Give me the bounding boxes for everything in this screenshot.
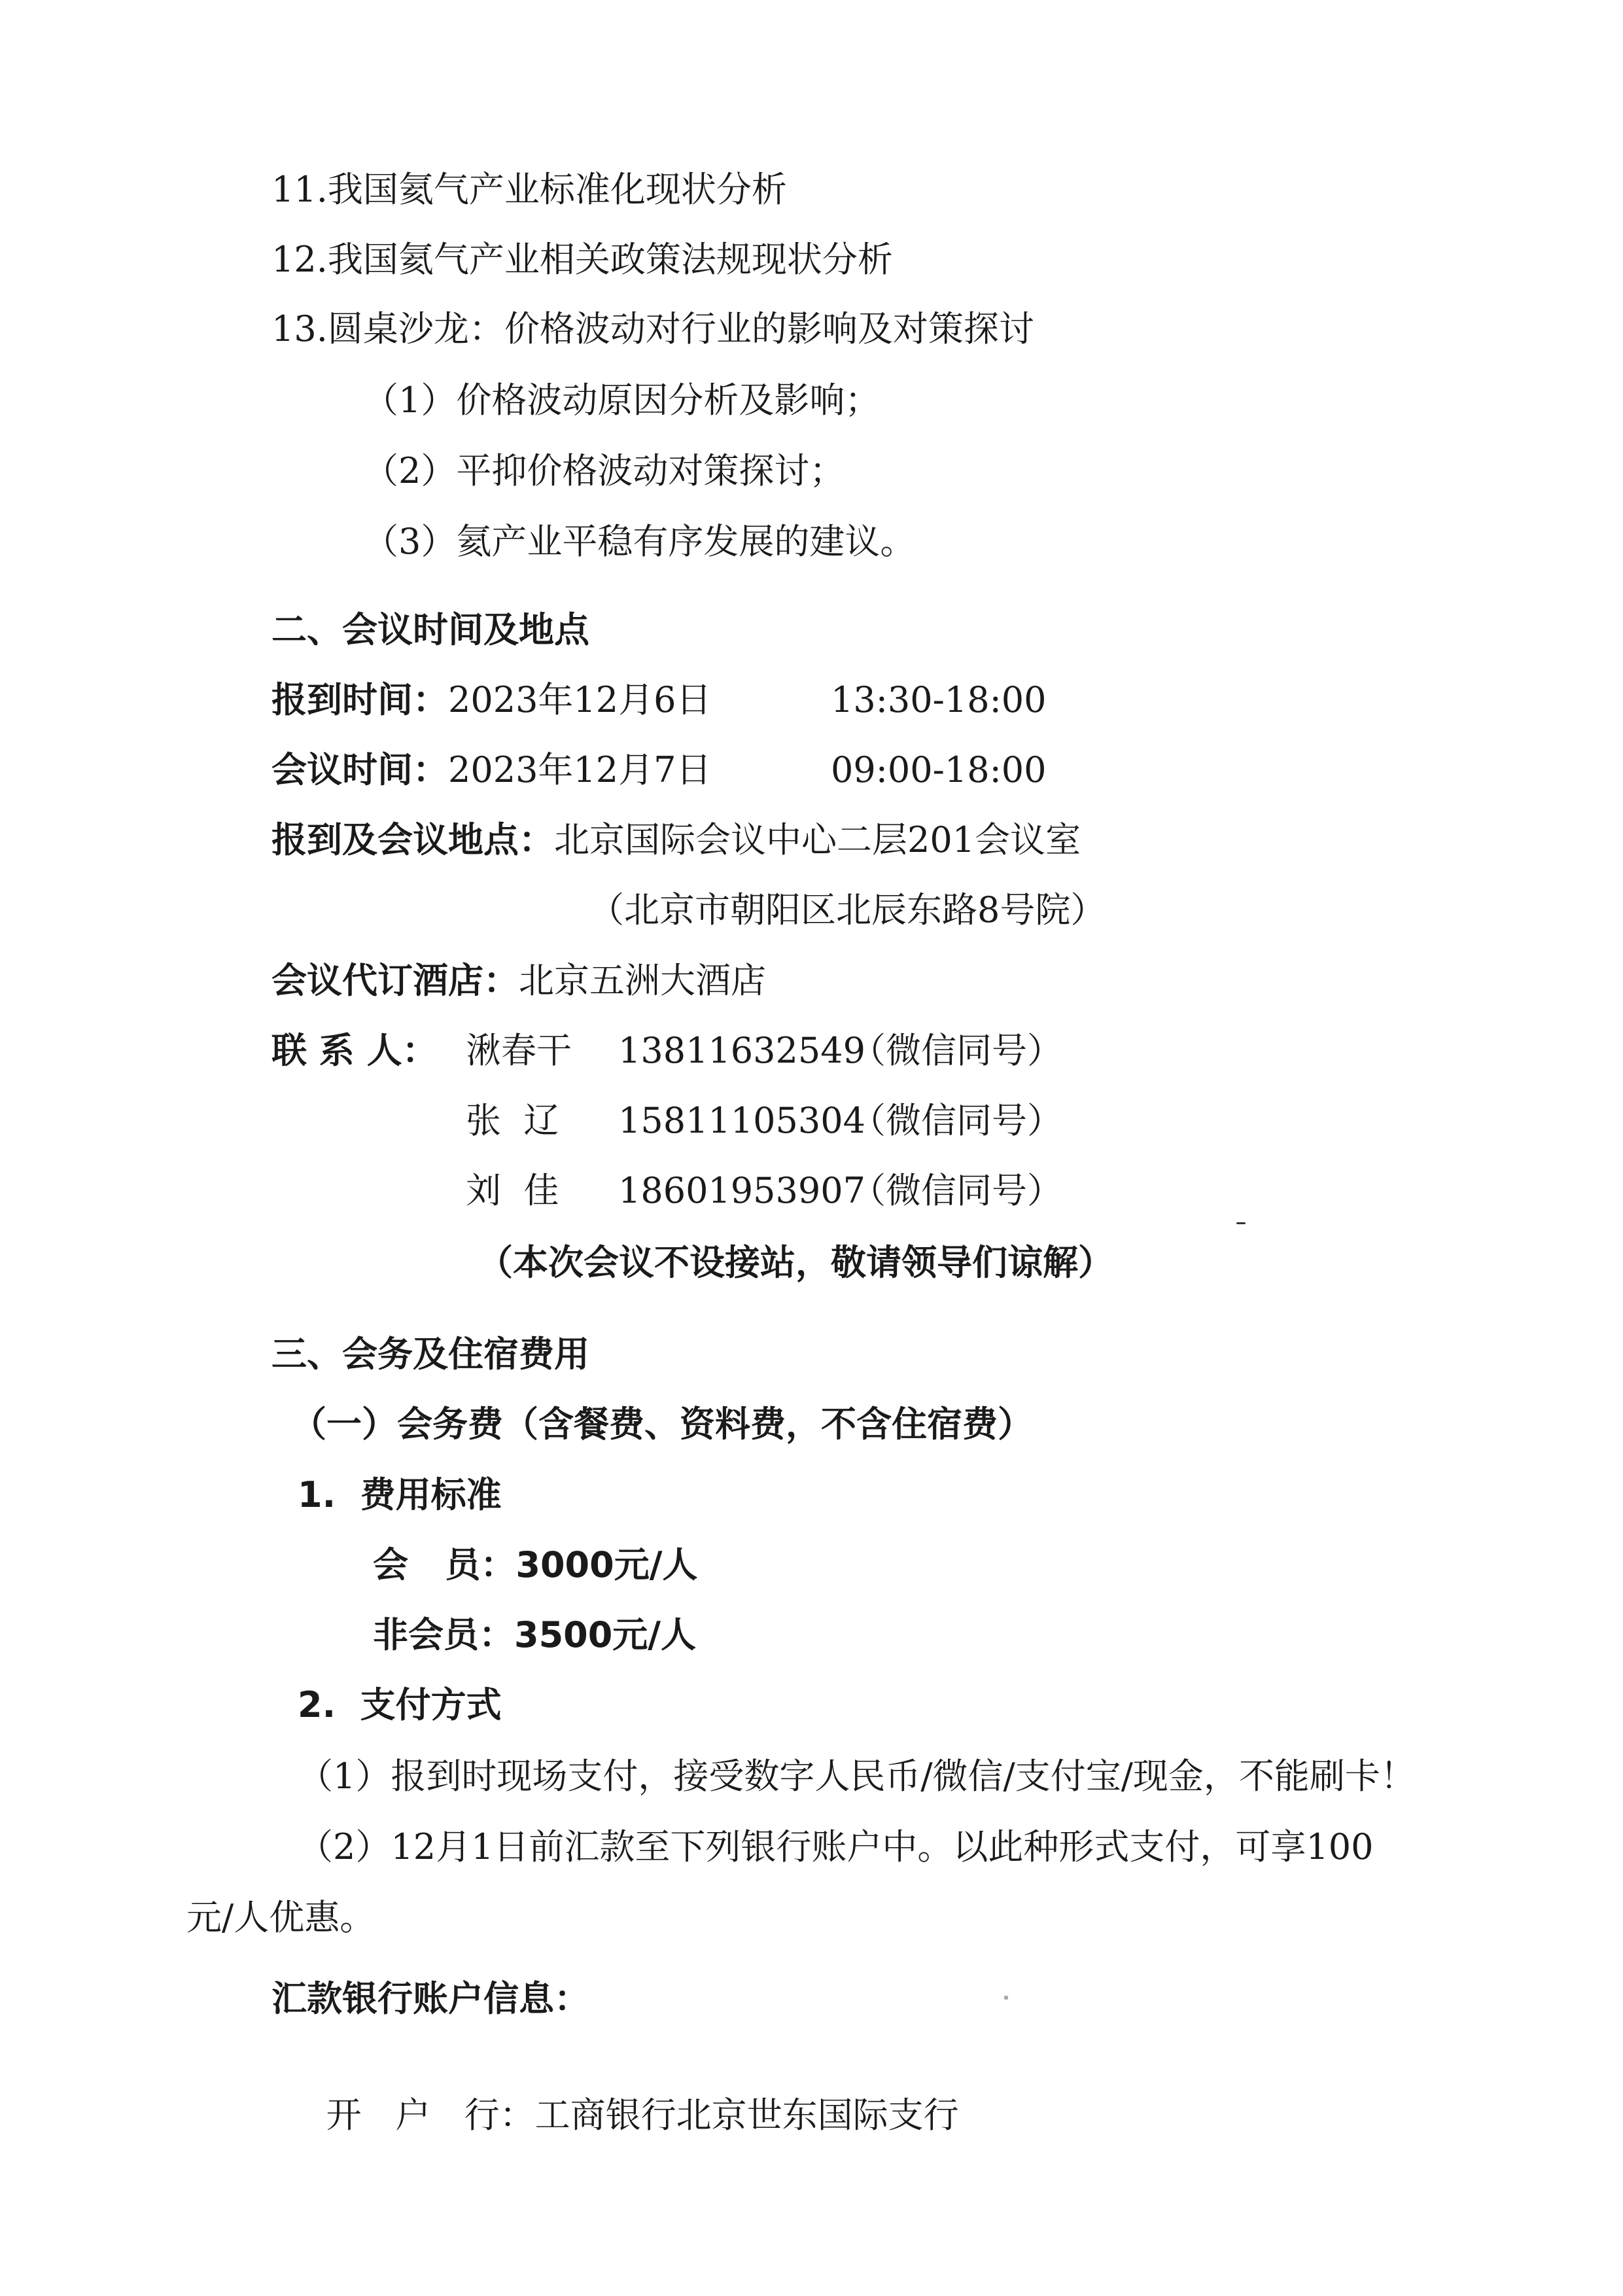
payment-method-heading: 2. 支付方式 [298,1684,502,1725]
agenda-sub-2: （2）平抑价格波动对策探讨； [363,450,845,491]
scan-speck [1236,1222,1246,1224]
hotel-name: 北京五洲大酒店 [519,960,766,1001]
venue-label: 报到及会议地点： [271,819,554,860]
bank-label: 开 户 行： [326,2094,535,2136]
section2-title: 二、会议时间及地点 [271,609,589,650]
fee-standard-heading: 1. 费用标准 [298,1474,502,1515]
contact-name-1: 湫春干 [466,1030,572,1071]
venue-row [271,817,1081,863]
bank-info-heading: 汇款银行账户信息： [271,1978,589,2019]
nonmember-fee: 非会员：3500元/人 [373,1614,697,1655]
checkin-time: 13:30-18:00 [831,679,1047,720]
conference-fee-heading: （一）会务费（含餐费、资料费，不含住宿费） [291,1404,1033,1445]
contact-phone-1: 13811632549 [618,1030,865,1071]
bank-row [281,2047,959,2184]
contact-name-2: 张 辽 [466,1100,559,1141]
contact-name-3: 刘 佳 [466,1170,559,1211]
hotel-row [271,958,766,1004]
venue-name: 北京国际会议中心二层201会议室 [554,819,1081,860]
payment-option-2-cont: 元/人优惠。 [186,1897,375,1938]
agenda-sub-1: （1）价格波动原因分析及影响； [363,380,881,421]
scan-speck [1004,1996,1008,2000]
hotel-label: 会议代订酒店： [271,960,519,1001]
agenda-sub-3: （3）氦产业平稳有序发展的建议。 [363,521,916,562]
agenda-item-12: 12.我国氦气产业相关政策法规现状分析 [271,239,893,280]
bank-name: 工商银行北京世东国际支行 [534,2094,959,2136]
section3-title: 三、会务及住宿费用 [271,1333,589,1375]
agenda-item-11: 11.我国氦气产业标准化现状分析 [271,169,787,210]
contact-note-1: （微信同号） [850,1030,1062,1071]
contact-phone-3: 18601953907 [618,1170,865,1211]
meeting-label: 会议时间： [271,749,448,790]
checkin-row [271,677,712,723]
meeting-time: 09:00-18:00 [831,749,1047,790]
contacts-label: 联 系 人： [271,1030,438,1071]
meeting-row [271,747,712,793]
meeting-date: 2023年12月7日 [448,749,712,790]
agenda-item-13: 13.圆桌沙龙：价格波动对行业的影响及对策探讨 [271,308,1034,349]
payment-option-2: （2）12月1日前汇款至下列银行账户中。以此种形式支付，可享100 [298,1826,1374,1867]
contact-note-3: （微信同号） [850,1170,1062,1211]
payment-option-1: （1）报到时现场支付，接受数字人民币/微信/支付宝/现金，不能刷卡！ [298,1756,1416,1797]
checkin-date: 2023年12月6日 [448,679,712,720]
pickup-notice: （本次会议不设接站，敬请领导们谅解） [478,1242,1113,1283]
member-fee: 会 员：3000元/人 [373,1544,698,1585]
contact-note-2: （微信同号） [850,1100,1062,1141]
checkin-label: 报到时间： [271,679,448,720]
contact-phone-2: 15811105304 [618,1100,865,1141]
venue-address: （北京市朝阳区北辰东路8号院） [589,889,1106,930]
